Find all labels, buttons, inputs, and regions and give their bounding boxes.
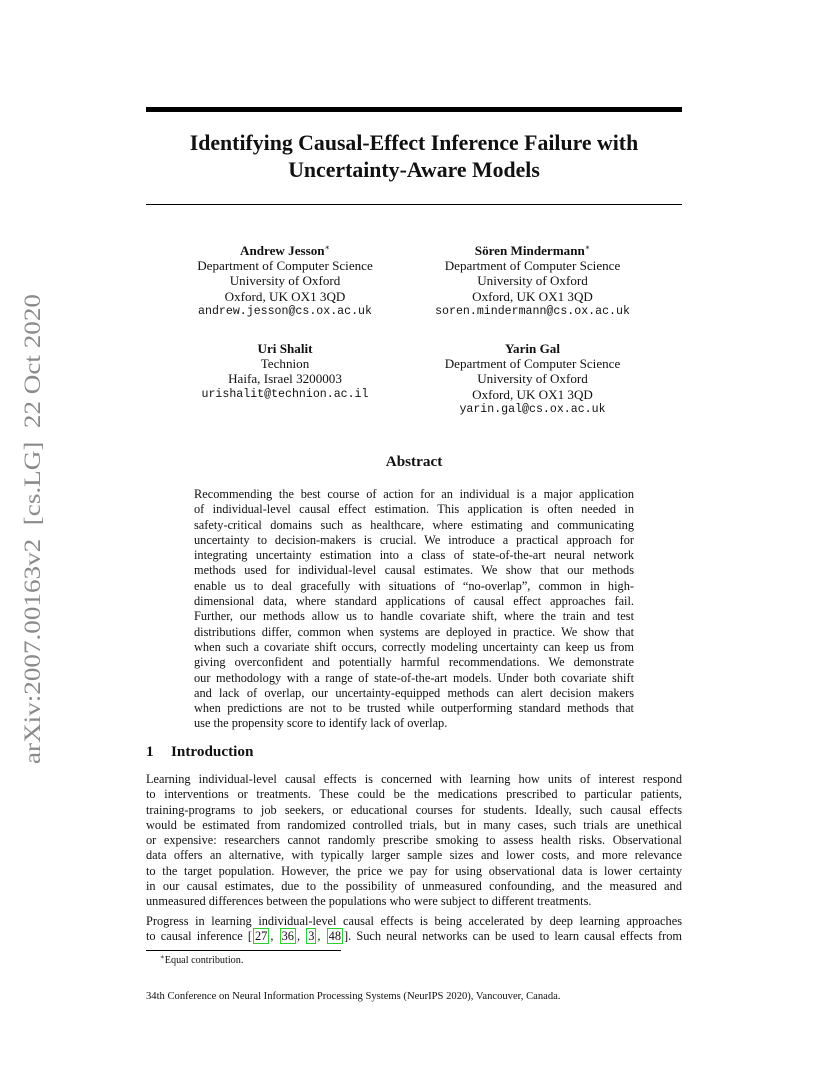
paragraph-line: our methodology with a range of state-of-the-art models. Under both covariate shift xyxy=(194,670,634,685)
section-heading xyxy=(146,743,253,761)
abstract-heading: Abstract xyxy=(385,453,443,470)
intro-paragraph xyxy=(146,914,682,945)
author-block xyxy=(185,243,385,319)
paragraph-line: or expensive: researchers cannot randomly prescribe smoking to assess health risks. Observational xyxy=(146,833,682,848)
author-affiliation: Technion xyxy=(260,356,310,372)
paragraph-line: dimensional data, where standard applications of causal effect approaches fail. xyxy=(194,594,634,609)
paragraph-line: Progress in learning individual-level causal effects is being accelerated by deep learning approaches xyxy=(146,914,682,928)
equal-contribution-mark: ∗ xyxy=(584,243,591,252)
paragraph-line: and lack of overlap, our uncertainty-equipped methods can alert decision makers xyxy=(194,685,634,700)
author-affiliation: Department of Computer Science xyxy=(444,258,621,274)
section-title: Introduction xyxy=(171,743,254,760)
paragraph-line: to interventions or treatments. These could be the medications prescribed to particular patients, xyxy=(146,787,682,802)
paragraph-line: to the target population. However, the price we pay for using observational data is lower certainty xyxy=(146,863,682,878)
arxiv-stamp-text: arXiv:2007.00163v2 [cs.LG] 22 Oct 2020 xyxy=(20,356,46,764)
author-affiliation: University of Oxford xyxy=(477,273,588,289)
paragraph-line: to causal inference [ 27 , 36 , 3 , 48 ]. Such neural networks can be used to learn causal effects from xyxy=(146,929,683,944)
conference-note: 34th Conference on Neural Information Processing Systems (NeurIPS 2020), Vancouver, Canada. xyxy=(146,991,561,1002)
author-email: andrew.jesson@cs.ox.ac.uk xyxy=(198,304,372,318)
paragraph-line: enable us to deal gracefully with situations of “no-overlap”, common in high- xyxy=(194,578,634,593)
paragraph-line: of individual-level causal effect estimation. This application is often needed in xyxy=(194,502,634,517)
footnote-text: Equal contribution. xyxy=(164,955,244,966)
paragraph-line: uncertainty to decision-makers is crucial. We introduce a practical approach for xyxy=(194,532,634,547)
author-affiliation: University of Oxford xyxy=(229,273,341,289)
footnote xyxy=(160,955,243,966)
author-block xyxy=(185,341,385,402)
paragraph-line: in our causal estimates, due to the possibility of unmeasured confounding, and the measured and xyxy=(146,879,682,894)
paragraph-line: Further, our methods allow us to handle covariate shift, where the train and test xyxy=(194,609,634,624)
intro-paragraph xyxy=(146,772,682,910)
author-email: soren.mindermann@cs.ox.ac.uk xyxy=(435,304,630,318)
paragraph-line: integrating uncertainty estimation into a class of state-of-the-art neural network xyxy=(194,548,634,563)
author-name: Uri Shalit xyxy=(257,341,313,356)
citation-link[interactable]: 48 xyxy=(328,929,341,944)
paragraph-line: use the propensity score to identify lack of overlap. xyxy=(194,716,448,731)
paragraph-line: Recommending the best course of action for an individual is a major application xyxy=(194,487,634,501)
paragraph-line: when predictions are not to be trusted while outperforming standard methods that xyxy=(194,701,634,716)
title-top-rule xyxy=(146,107,682,112)
author-affiliation: Oxford, UK OX1 3QD xyxy=(224,288,346,304)
author-name: Sören Mindermann∗ xyxy=(474,243,591,258)
footnote-rule xyxy=(146,950,341,951)
author-affiliation: University of Oxford xyxy=(477,371,588,387)
author-affiliation: Department of Computer Science xyxy=(444,356,621,372)
author-email: yarin.gal@cs.ox.ac.uk xyxy=(459,402,606,416)
title-line: Identifying Causal-Effect Inference Failure with xyxy=(189,131,639,155)
author-affiliation: Haifa, Israel 3200003 xyxy=(228,371,342,387)
footnote-mark: ∗ xyxy=(160,953,165,961)
citation-link[interactable]: 3 xyxy=(308,929,315,944)
paragraph-line: safety-critical domains such as healthcare, where estimating and communicating xyxy=(194,517,634,532)
paragraph-line: methods used for individual-level causal estimates. We show that our methods xyxy=(194,563,634,578)
equal-contribution-mark: ∗ xyxy=(324,243,330,252)
section-number: 1 xyxy=(146,743,154,760)
author-block xyxy=(420,341,645,417)
author-email: urishalit@technion.ac.il xyxy=(201,387,369,401)
author-affiliation: Department of Computer Science xyxy=(197,258,373,274)
author-affiliation: Oxford, UK OX1 3QD xyxy=(472,288,593,304)
paragraph-line: Learning individual-level causal effects is concerned with learning how units of interest respond xyxy=(146,772,682,786)
citation-link[interactable]: 27 xyxy=(254,929,268,944)
citation-link[interactable]: 36 xyxy=(281,929,294,944)
arxiv-stamp xyxy=(12,294,48,764)
paragraph-line: giving overconfident and potentially harmful recommendations. We demonstrate xyxy=(194,655,634,670)
paragraph-line: when such a covariate shift occurs, correctly modeling uncertainty can keep us from xyxy=(194,639,634,654)
title-line: Uncertainty-Aware Models xyxy=(288,158,540,182)
paragraph-line: distributions differ, common when systems are deployed in practice. We show that xyxy=(194,624,634,639)
paragraph-line: data offers an alternative, with typically larger sample sizes and lower costs, and more relevance xyxy=(146,848,682,863)
author-name: Andrew Jesson∗ xyxy=(240,243,330,258)
author-name: Yarin Gal xyxy=(505,341,560,356)
paper-title xyxy=(146,130,682,184)
paragraph-line: would be estimated from randomized controlled trials, but in many cases, such trials are unethical xyxy=(146,817,682,832)
author-block xyxy=(420,243,645,319)
author-affiliation: Oxford, UK OX1 3QD xyxy=(472,386,593,402)
paragraph-line: training-programs to job seekers, or educational courses for students. Ideally, such causal effects xyxy=(146,802,682,817)
abstract-body xyxy=(194,487,634,732)
paragraph-line: unmeasured differences between the populations who were subject to different treatments. xyxy=(146,894,592,909)
title-bottom-rule xyxy=(146,204,682,205)
